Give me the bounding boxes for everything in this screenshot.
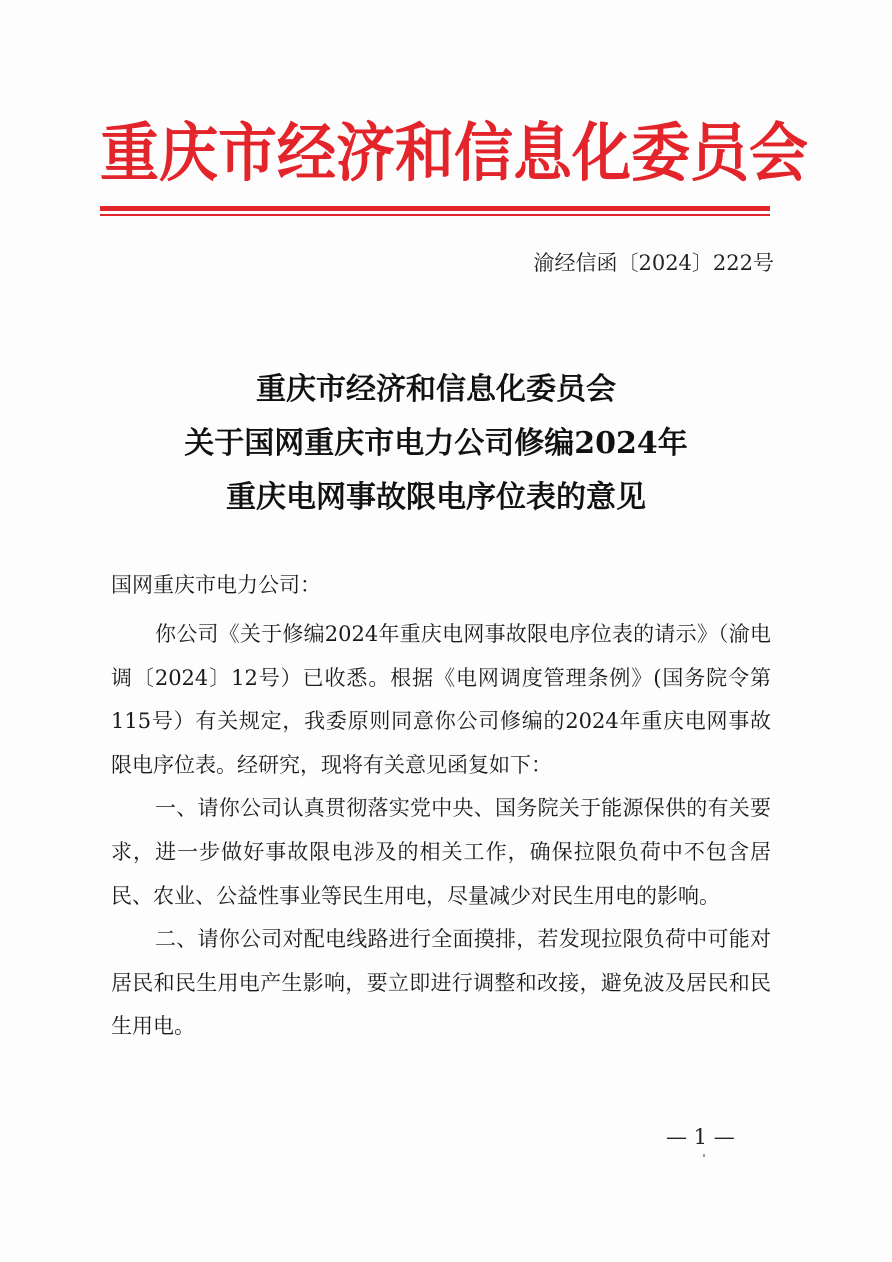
body-paragraph-1: 你公司《关于修编2024年重庆电网事故限电序位表的请示》（渝电调〔2024〕12号）已收悉。根据《电网调度管理条例》(国务院令第115号）有关规定，我委原则同意你公司修编的2024年重庆电网事故限电序位表。经研究，现将有关意见函复如下： bbox=[111, 622, 771, 777]
red-separator-thick bbox=[100, 206, 770, 211]
title-line-2: 关于国网重庆市电力公司修编2024年 bbox=[184, 426, 688, 461]
agency-red-header: 重庆市经济和信息化委员会 bbox=[100, 115, 809, 191]
page-number: — 1 — bbox=[666, 1125, 735, 1149]
red-separator-thin bbox=[100, 214, 770, 216]
document-title bbox=[100, 363, 772, 525]
scan-speck bbox=[703, 1154, 705, 1157]
title-line-1: 重庆市经济和信息化委员会 bbox=[256, 372, 616, 407]
body-paragraph-3: 二、请你公司对配电线路进行全面摸排，若发现拉限负荷中可能对居民和民生用电产生影响，要立即进行调整和改接，避免波及居民和民生用电。 bbox=[111, 927, 771, 1039]
recipient-line: 国网重庆市电力公司： bbox=[111, 573, 321, 597]
title-line-3: 重庆电网事故限电序位表的意见 bbox=[226, 480, 646, 515]
document-body bbox=[111, 613, 771, 1049]
document-number: 渝经信函〔2024〕222号 bbox=[533, 251, 774, 275]
body-paragraph-2: 一、请你公司认真贯彻落实党中央、国务院关于能源保供的有关要求，进一步做好事故限电涉及的相关工作，确保拉限负荷中不包含居民、农业、公益性事业等民生用电，尽量减少对民生用电的影响。 bbox=[111, 796, 771, 908]
